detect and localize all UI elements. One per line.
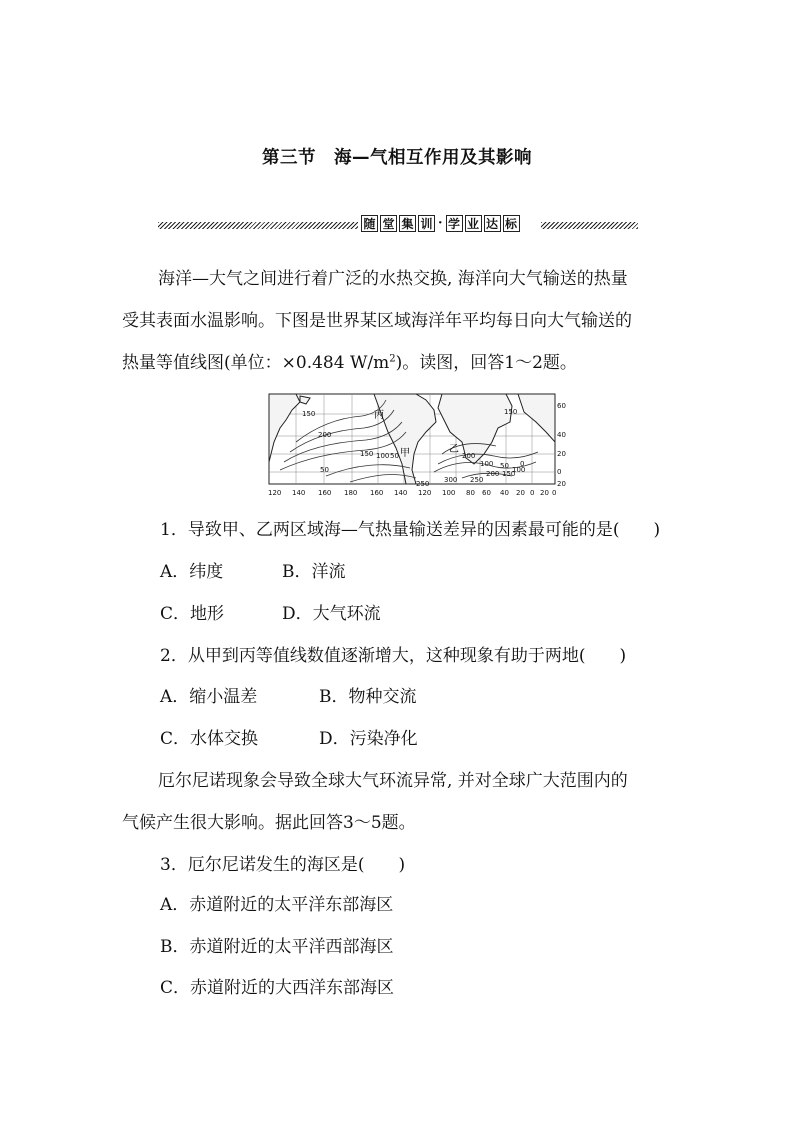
contour-value-label: 150 (360, 450, 374, 458)
region-label-bing: 丙 (374, 410, 384, 421)
lat-tick: 0 (557, 468, 562, 476)
lon-tick: 20 (516, 489, 525, 497)
region-label-yi: 乙 (449, 444, 459, 455)
lon-tick: 60 (482, 489, 491, 497)
banner-char: 达 (484, 215, 501, 232)
page-title: 第三节 海—气相互作用及其影响 (262, 148, 532, 168)
banner-separator: · (438, 216, 443, 231)
intro-line-3 (122, 348, 577, 373)
intro-line-1: 海洋—大气之间进行着广泛的水热交换, 海洋向大气输送的热量 (158, 269, 628, 289)
contour-value-label: 200 (486, 470, 500, 478)
banner-char: 训 (418, 215, 435, 232)
contour-value-label: 0 (520, 460, 525, 468)
section-banner (158, 213, 638, 237)
question-1-option-c: C．地形 (160, 604, 225, 624)
banner-char: 集 (399, 215, 416, 232)
contour-value-label: 150 (302, 410, 316, 418)
question-1-option-d: D．大气环流 (282, 604, 381, 624)
lon-tick: 40 (500, 489, 509, 497)
contour-value-label: 50 (500, 462, 509, 470)
latitude-ticks (557, 402, 566, 488)
intro2-line-1: 厄尔尼诺现象会导致全球大气环流异常, 并对全球广大范围内的 (158, 771, 628, 791)
lon-tick: 140 (292, 489, 306, 497)
question-1-option-a: A．纬度 (160, 562, 224, 582)
banner-char: 标 (503, 215, 520, 232)
intro-line-3-sup: 2 (389, 353, 396, 365)
question-2-option-a: A．缩小温差 (160, 687, 258, 707)
lon-tick: 100 (442, 489, 456, 497)
region-label-jia: 甲 (400, 448, 410, 459)
banner-char: 业 (465, 215, 482, 232)
lon-tick: 120 (268, 489, 282, 497)
contour-value-label: 250 (416, 480, 430, 488)
longitude-ticks (268, 489, 556, 497)
lon-tick: 180 (344, 489, 358, 497)
lat-tick: 20 (557, 450, 566, 458)
contour-value-label: 200 (462, 452, 476, 460)
question-2-option-c: C．水体交换 (160, 729, 259, 749)
question-3-option-c: C．赤道附近的大西洋东部海区 (160, 978, 395, 998)
banner-char: 随 (361, 215, 378, 232)
question-3-stem: 3．厄尔尼诺发生的海区是( ) (160, 855, 406, 875)
intro-line-3b: )。读图，回答1～2题。 (395, 353, 577, 373)
lon-tick: 160 (318, 489, 332, 497)
lon-tick: 140 (394, 489, 408, 497)
contour-value-label: 100 (512, 466, 526, 474)
lon-tick: 80 (466, 489, 475, 497)
contour-value-label: 200 (318, 431, 332, 439)
question-1-stem: 1．导致甲、乙两区域海—气热量输送差异的因素最可能的是( ) (160, 520, 661, 540)
contour-value-label: 100 (376, 452, 390, 460)
heat-flux-contour-map (266, 392, 570, 498)
banner-char: 学 (446, 215, 463, 232)
contour-value-label: 300 (444, 476, 458, 484)
question-2-option-d: D．污染净化 (319, 729, 418, 749)
contour-value-label: 250 (470, 476, 484, 484)
lon-tick: 0 (530, 489, 535, 497)
lon-tick: 0 (552, 489, 557, 497)
question-2-option-b: B．物种交流 (319, 687, 417, 707)
contour-value-label: 150 (504, 408, 518, 416)
lat-tick: 60 (557, 402, 566, 410)
lat-tick: 40 (557, 431, 566, 439)
lat-tick: 20 (557, 480, 566, 488)
question-1-option-b: B．洋流 (282, 562, 346, 582)
contour-value-label: 150 (502, 470, 516, 478)
lon-tick: 160 (370, 489, 384, 497)
intro-line-2: 受其表面水温影响。下图是世界某区域海洋年平均每日向大气输送的 (122, 311, 632, 331)
contour-value-label: 50 (390, 452, 399, 460)
banner-hatch-left (158, 222, 358, 229)
intro2-line-2: 气候产生很大影响。据此回答3～5题。 (122, 813, 416, 833)
question-2-stem: 2．从甲到丙等值线数值逐渐增大，这种现象有助于两地( ) (160, 646, 627, 666)
lon-tick: 20 (540, 489, 549, 497)
contour-value-label: 50 (320, 466, 329, 474)
contour-value-label: 100 (480, 460, 494, 468)
banner-hatch-right (541, 222, 638, 229)
question-3-option-b: B．赤道附近的太平洋西部海区 (160, 937, 394, 957)
intro-line-3a: 热量等值线图(单位：×0.484 W/m (122, 353, 390, 373)
question-3-option-a: A．赤道附近的太平洋东部海区 (160, 895, 394, 915)
banner-char: 堂 (380, 215, 397, 232)
banner-badges (361, 215, 522, 232)
lon-tick: 120 (418, 489, 432, 497)
